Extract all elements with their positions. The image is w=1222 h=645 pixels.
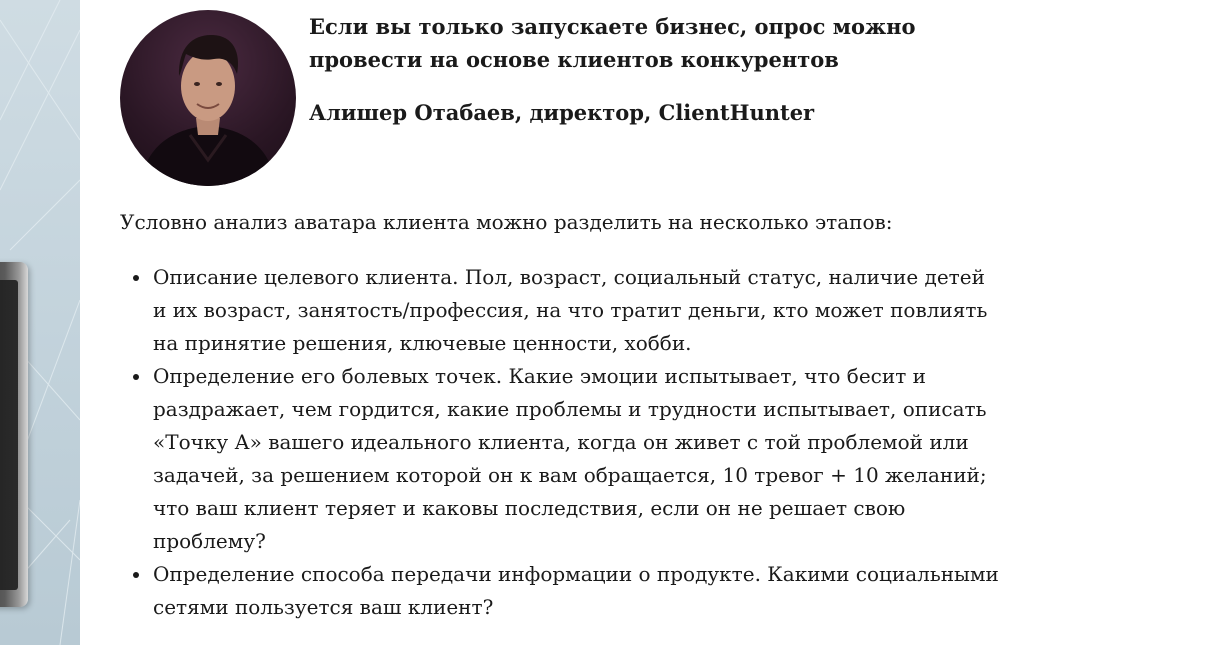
- list-item: Определение способа передачи информации о продукте. Какими социальными сетями пользуется ваш клиент?: [153, 558, 1003, 624]
- expert-quote-block: [120, 0, 970, 200]
- author-portrait-icon: [120, 10, 296, 186]
- quote-author: Алишер Отабаев, директор, ClientHunter: [309, 100, 815, 125]
- intro-paragraph: Условно анализ аватара клиента можно разделить на несколько этапов:: [120, 210, 893, 234]
- decorative-side-panel: [0, 0, 80, 645]
- article-content: [120, 0, 999, 619]
- steps-list: [120, 261, 1003, 624]
- tablet-screen: [0, 280, 18, 590]
- tablet-device-image: [0, 262, 28, 607]
- quote-text: Если вы только запускаете бизнес, опрос можно провести на основе клиентов конкурентов: [309, 14, 916, 72]
- list-item: Описание целевого клиента. Пол, возраст, социальный статус, наличие детей и их возраст, занятость/профессия, на что тратит деньги, кто может повлиять на принятие решения, ключевые ценности, хобби.: [153, 261, 1003, 360]
- author-avatar: [120, 10, 296, 186]
- list-item: Определение его болевых точек. Какие эмоции испытывает, что бесит и раздражает, чем гордится, какие проблемы и трудности испытывает, описать «Точку А» вашего идеального клиента, когда он живет с той проблемой или задачей, за решением которой он к вам обращается, 10 тревог + 10 желаний; что ваш клиент теряет и каковы последствия, если он не решает свою проблему?: [153, 360, 1003, 558]
